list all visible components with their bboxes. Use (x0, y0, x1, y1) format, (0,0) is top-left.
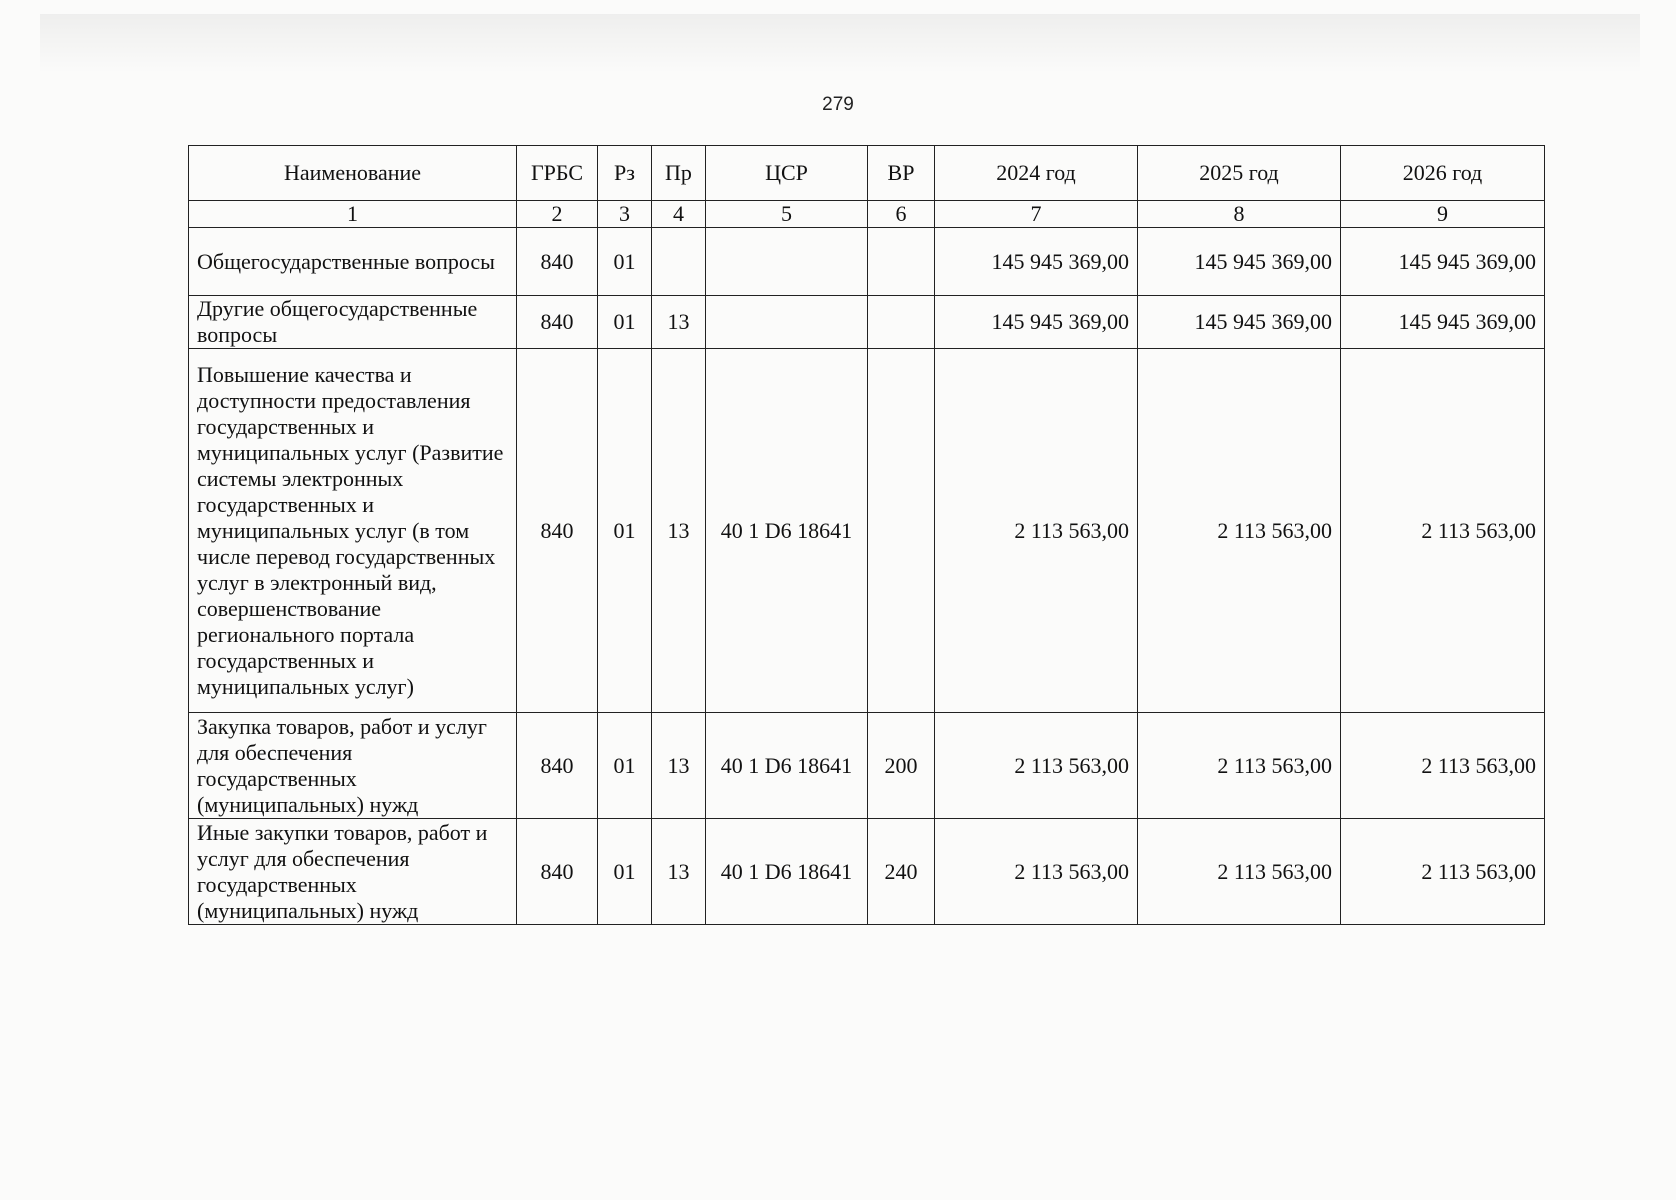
row-grbs: 840 (517, 819, 598, 925)
table-row (189, 349, 1545, 713)
row-2024: 145 945 369,00 (935, 296, 1138, 349)
row-rz: 01 (598, 713, 652, 819)
row-rz: 01 (598, 228, 652, 296)
row-2026: 145 945 369,00 (1341, 296, 1545, 349)
header-vr: ВР (868, 146, 935, 201)
table-row (189, 819, 1545, 925)
row-pr: 13 (652, 819, 706, 925)
header-rz: Рз (598, 146, 652, 201)
column-number: 5 (706, 201, 868, 228)
table-header-row (189, 146, 1545, 201)
row-grbs: 840 (517, 713, 598, 819)
row-rz: 01 (598, 349, 652, 713)
column-number: 7 (935, 201, 1138, 228)
row-2025: 145 945 369,00 (1138, 296, 1341, 349)
row-name: Повышение качества и доступности предоставления государственных и муниципальных услуг (Развитие системы электронных государственных и муниципальных услуг (в том числе перевод государственных услуг в электронный вид, совершенствование регионального портала государственных и муниципальных услуг) (189, 349, 517, 713)
budget-table (188, 145, 1545, 925)
header-name: Наименование (189, 146, 517, 201)
row-pr: 13 (652, 349, 706, 713)
column-number: 8 (1138, 201, 1341, 228)
table-row (189, 713, 1545, 819)
row-2024: 2 113 563,00 (935, 819, 1138, 925)
table-row (189, 228, 1545, 296)
header-pr: Пр (652, 146, 706, 201)
row-2025: 2 113 563,00 (1138, 713, 1341, 819)
row-vr (868, 296, 935, 349)
row-csr: 40 1 D6 18641 (706, 713, 868, 819)
header-2025: 2025 год (1138, 146, 1341, 201)
row-vr: 200 (868, 713, 935, 819)
row-vr (868, 228, 935, 296)
header-grbs: ГРБС (517, 146, 598, 201)
row-2026: 145 945 369,00 (1341, 228, 1545, 296)
row-name: Иные закупки товаров, работ и услуг для обеспечения государственных (муниципальных) нужд (189, 819, 517, 925)
row-2024: 145 945 369,00 (935, 228, 1138, 296)
row-rz: 01 (598, 819, 652, 925)
row-name: Закупка товаров, работ и услуг для обеспечения государственных (муниципальных) нужд (189, 713, 517, 819)
column-number: 6 (868, 201, 935, 228)
row-rz: 01 (598, 296, 652, 349)
row-name: Общегосударственные вопросы (189, 228, 517, 296)
row-2025: 145 945 369,00 (1138, 228, 1341, 296)
row-grbs: 840 (517, 228, 598, 296)
row-2026: 2 113 563,00 (1341, 349, 1545, 713)
row-2025: 2 113 563,00 (1138, 819, 1341, 925)
row-2026: 2 113 563,00 (1341, 819, 1545, 925)
page-number: 279 (822, 94, 854, 115)
column-number: 4 (652, 201, 706, 228)
row-vr (868, 349, 935, 713)
row-grbs: 840 (517, 296, 598, 349)
row-csr: 40 1 D6 18641 (706, 819, 868, 925)
column-number: 9 (1341, 201, 1545, 228)
row-pr (652, 228, 706, 296)
column-number-row (189, 201, 1545, 228)
row-pr: 13 (652, 296, 706, 349)
scan-noise (40, 14, 1640, 74)
row-csr (706, 228, 868, 296)
column-number: 2 (517, 201, 598, 228)
header-2024: 2024 год (935, 146, 1138, 201)
column-number: 1 (189, 201, 517, 228)
header-csr: ЦСР (706, 146, 868, 201)
row-2025: 2 113 563,00 (1138, 349, 1341, 713)
row-grbs: 840 (517, 349, 598, 713)
header-2026: 2026 год (1341, 146, 1545, 201)
table-row (189, 296, 1545, 349)
row-2024: 2 113 563,00 (935, 713, 1138, 819)
row-csr (706, 296, 868, 349)
row-pr: 13 (652, 713, 706, 819)
row-2026: 2 113 563,00 (1341, 713, 1545, 819)
row-2024: 2 113 563,00 (935, 349, 1138, 713)
row-name: Другие общегосударственные вопросы (189, 296, 517, 349)
row-csr: 40 1 D6 18641 (706, 349, 868, 713)
row-vr: 240 (868, 819, 935, 925)
column-number: 3 (598, 201, 652, 228)
